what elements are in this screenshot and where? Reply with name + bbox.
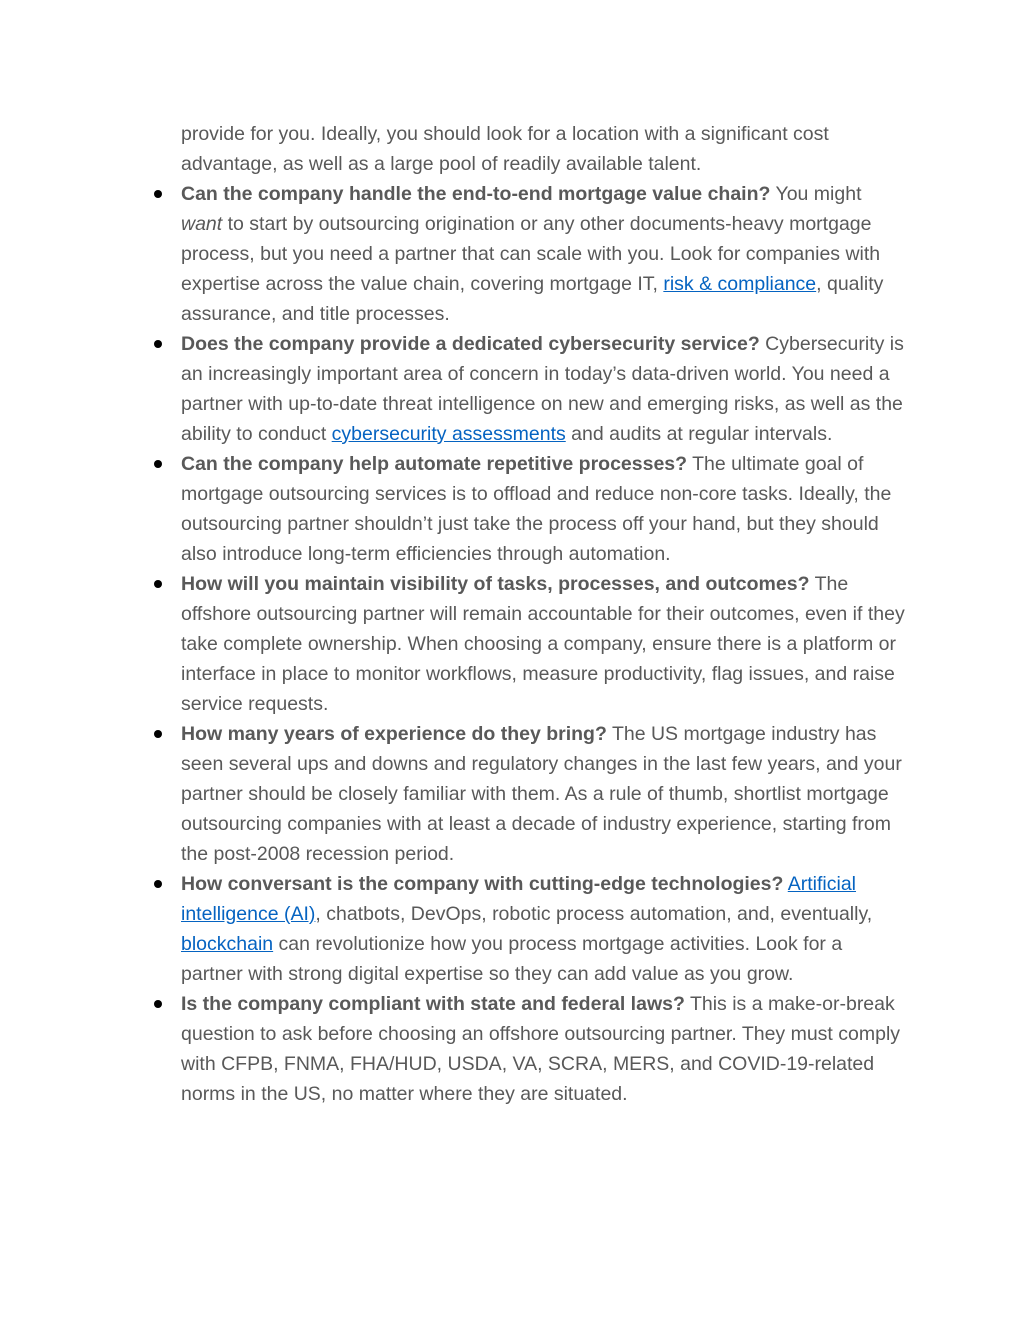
question-heading: Does the company provide a dedicated cybersecurity service? [181,333,760,355]
answer-text: can revolutionize how you process mortgage activities. Look for a partner with strong digital expertise so they can add value as you grow. [181,933,843,985]
intro-text: provide for you. Ideally, you should look for a location with a significant cost advantage, as well as a large pool of readily available talent. [181,123,829,175]
answer-text: , chatbots, DevOps, robotic process automation, and, eventually, [315,903,873,925]
answer-text: and audits at regular intervals. [565,423,833,445]
answer-text: Cybersecurity is an increasingly important area of concern in today’s data-driven world. You need a partner with up-to-date threat intelligence on new and emerging risks, as well as the ability to conduct [181,333,904,445]
answer-text: The offshore outsourcing partner will remain accountable for their outcomes, even if they take complete ownership. When choosing a company, ensure there is a platform or interface in place to monitor workflows, measure productivity, flag issues, and raise service requests. [181,573,905,715]
bullet-icon [154,730,162,738]
question-heading: Can the company help automate repetitive processes? [181,453,688,475]
answer-text: The US mortgage industry has seen several ups and downs and regulatory changes in the last few years, and your partner should be closely familiar with them. As a rule of thumb, shortlist mortgage outsourcing companies with at least a decade of industry experience, starting from the post-2008 recession period. [181,723,902,865]
answer-text: to start by outsourcing origination or any other documents-heavy mortgage process, but you need a partner that can scale with you. Look for companies with expertise across the value chain, covering mortgage IT, [181,213,881,295]
answer-text: The ultimate goal of mortgage outsourcing services is to offload and reduce non-core tasks. Ideally, the outsourcing partner shouldn’t just take the process off your hand, but they should also introduce long-term efficiencies through automation. [181,453,892,565]
risk-compliance-link[interactable]: risk & compliance [663,273,817,295]
document-body [181,119,907,1109]
list-item-experience [181,719,907,869]
list-item-automation [181,449,907,569]
bullet-icon [154,190,162,198]
list-item-technologies [181,869,907,989]
list-item-cybersecurity [181,329,907,449]
answer-text: You might [770,183,862,205]
intro-paragraph [181,119,907,179]
question-heading: Can the company handle the end-to-end mortgage value chain? [181,183,771,205]
bullet-icon [154,340,162,348]
question-heading: How conversant is the company with cutting-edge technologies? [181,873,784,895]
question-list [181,179,907,1109]
bullet-icon [154,880,162,888]
list-item-compliance [181,989,907,1109]
question-heading: Is the company compliant with state and federal laws? [181,993,685,1015]
question-heading: How many years of experience do they bring? [181,723,607,745]
cybersecurity-assessments-link[interactable]: cybersecurity assessments [331,423,566,445]
bullet-icon [154,1000,162,1008]
bullet-icon [154,460,162,468]
artificial-intelligence-link[interactable]: Artificial intelligence (AI) [181,873,857,925]
list-item-visibility [181,569,907,719]
answer-text: , quality assurance, and title processes. [181,273,884,325]
list-item-value-chain [181,179,907,329]
question-heading: How will you maintain visibility of tasks, processes, and outcomes? [181,573,810,595]
answer-text: This is a make-or-break question to ask before choosing an offshore outsourcing partner. They must comply with CFPB, FNMA, FHA/HUD, USDA, VA, SCRA, MERS, and COVID-19-related norms in the US, no matter where they are situated. [181,993,901,1105]
bullet-icon [154,580,162,588]
emphasis-text: want [181,213,223,235]
blockchain-link[interactable]: blockchain [181,933,274,955]
